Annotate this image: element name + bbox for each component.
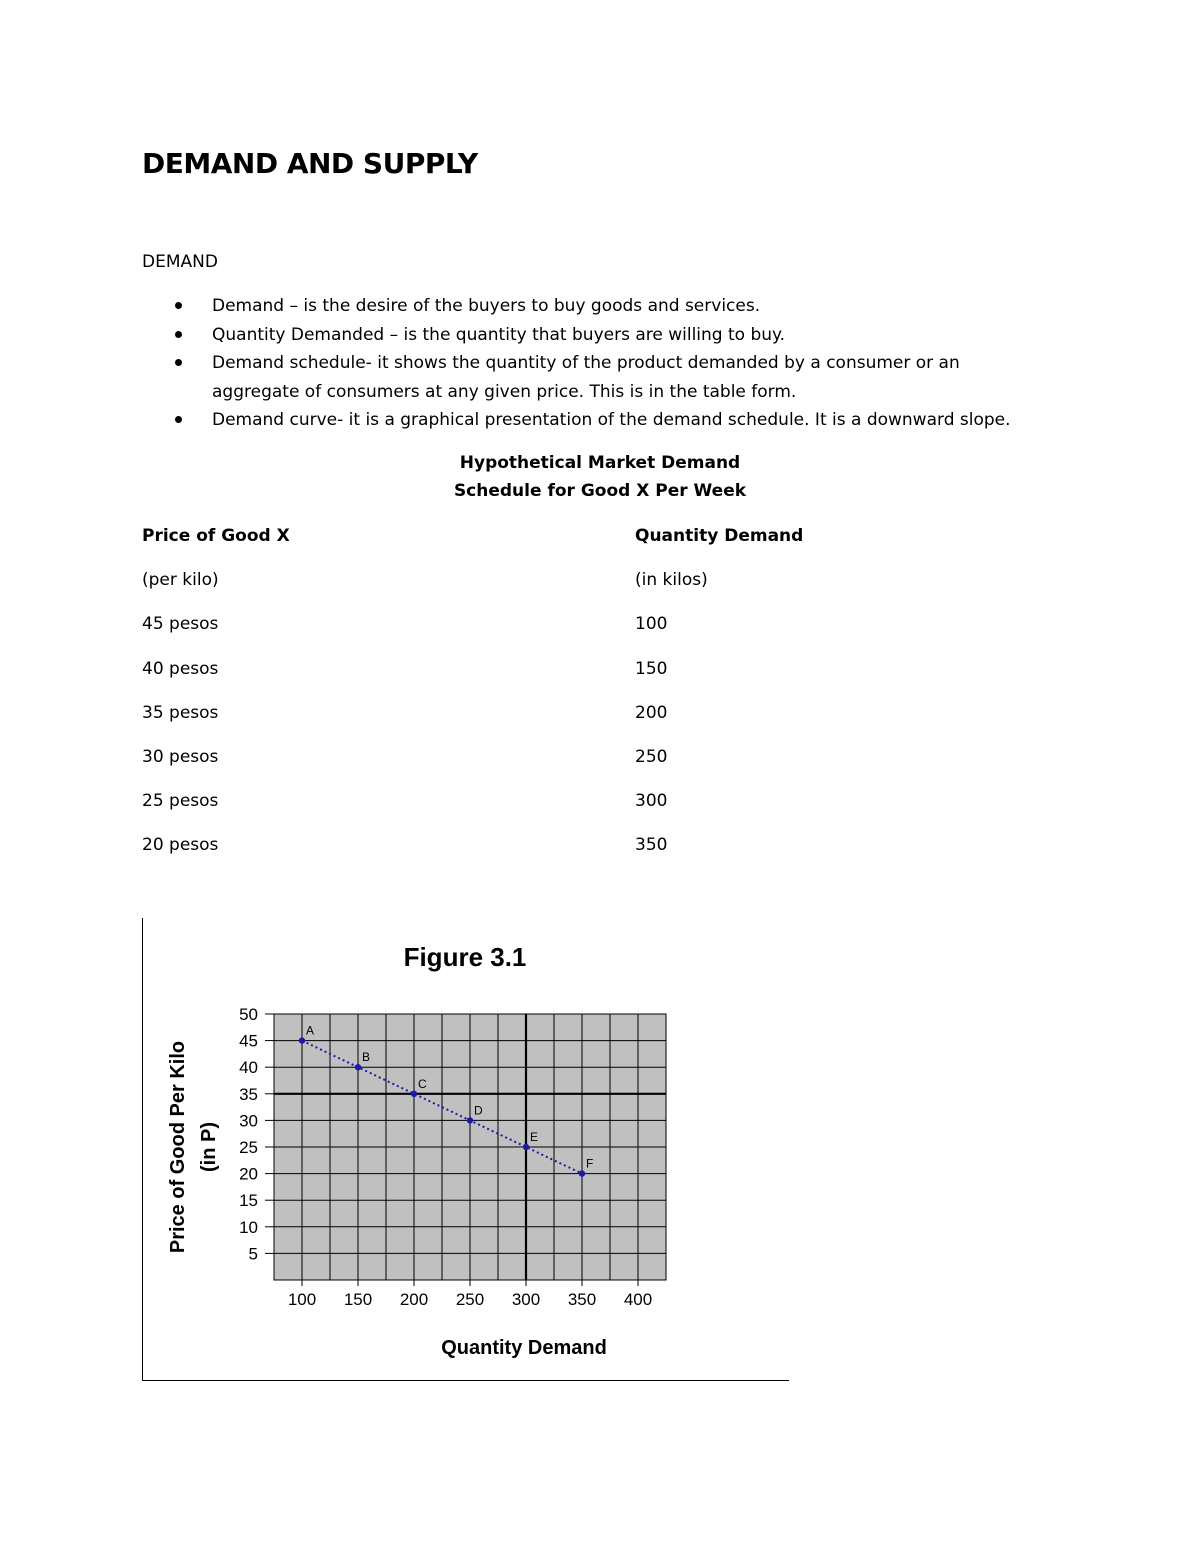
table-row <box>142 657 942 701</box>
list-item: Quantity Demanded – is the quantity that buyers are willing to buy. <box>142 321 1042 350</box>
table-cell: (per kilo) <box>142 570 219 591</box>
data-point <box>299 1037 305 1043</box>
table-units-row <box>142 568 942 612</box>
point-label: E <box>530 1130 539 1144</box>
page-title: DEMAND AND SUPPLY <box>142 147 478 180</box>
y-tick-label: 10 <box>239 1217 258 1237</box>
x-tick-label: 300 <box>511 1290 541 1309</box>
list-item: Demand – is the desire of the buyers to buy goods and services. <box>142 292 1042 321</box>
data-point <box>467 1117 473 1123</box>
y-tick-label: 5 <box>248 1244 258 1264</box>
table-cell: 35 pesos <box>142 702 219 723</box>
point-label: D <box>474 1103 483 1118</box>
x-tick-label: 400 <box>623 1290 653 1309</box>
table-cell: 100 <box>635 614 668 635</box>
table-cell: 25 pesos <box>142 791 219 812</box>
data-point <box>523 1144 529 1150</box>
x-tick-label: 200 <box>399 1290 429 1309</box>
point-label: C <box>418 1076 427 1091</box>
point-label: F <box>586 1156 594 1171</box>
table-row <box>142 745 942 789</box>
demand-schedule-table <box>142 524 942 878</box>
x-axis-label: Quantity Demand <box>441 1337 607 1359</box>
data-point <box>355 1064 361 1070</box>
figure-frame <box>142 918 789 1381</box>
table-row <box>142 789 942 833</box>
list-item: Demand schedule- it shows the quantity of the product demanded by a consumer or an aggregate of consumers at any given price. This is in the table form. <box>142 349 1042 406</box>
table-header-cell: Price of Good X <box>142 526 290 546</box>
y-tick-label: 25 <box>239 1138 258 1157</box>
table-cell: (in kilos) <box>635 570 708 591</box>
x-tick-label: 100 <box>287 1290 317 1309</box>
table-header-cell: Quantity Demand <box>635 526 804 546</box>
table-cell: 20 pesos <box>142 835 219 856</box>
y-axis-label: Price of Good Per Kilo <box>167 1040 189 1254</box>
x-tick-label: 350 <box>567 1290 597 1309</box>
y-axis-unit-label: (in P) <box>198 1122 220 1172</box>
y-tick-label: 20 <box>239 1164 258 1184</box>
x-tick-label: 250 <box>455 1290 485 1309</box>
list-item: Demand curve- it is a graphical presentation of the demand schedule. It is a downward slope. <box>142 406 1042 435</box>
data-point <box>411 1091 417 1097</box>
table-row <box>142 833 942 877</box>
table-cell: 150 <box>635 658 668 679</box>
x-tick-label: 150 <box>343 1290 373 1309</box>
table-caption: Hypothetical Market Demand <box>459 453 741 473</box>
data-point <box>579 1170 585 1176</box>
y-tick-label: 35 <box>239 1084 258 1104</box>
point-label: A <box>306 1023 315 1038</box>
y-tick-label: 45 <box>239 1031 258 1051</box>
table-cell: 200 <box>635 702 668 723</box>
y-tick-label: 15 <box>239 1191 258 1211</box>
table-row <box>142 701 942 745</box>
table-cell: 30 pesos <box>142 746 219 767</box>
y-tick-label: 30 <box>239 1111 258 1131</box>
table-cell: 350 <box>635 835 668 856</box>
table-cell: 40 pesos <box>142 658 219 679</box>
section-heading: DEMAND <box>142 252 218 272</box>
demand-curve-chart <box>143 918 787 1378</box>
table-header-row <box>142 524 942 568</box>
table-cell: 300 <box>635 791 668 812</box>
y-tick-label: 50 <box>239 1005 258 1024</box>
table-cell: 250 <box>635 746 668 767</box>
chart-title: Figure 3.1 <box>403 942 527 972</box>
table-caption-subtitle: Schedule for Good X Per Week <box>453 481 747 501</box>
table-cell: 45 pesos <box>142 614 219 635</box>
definition-list <box>142 292 1042 435</box>
point-label: B <box>362 1050 371 1065</box>
table-row <box>142 612 942 656</box>
y-tick-label: 40 <box>239 1058 258 1078</box>
